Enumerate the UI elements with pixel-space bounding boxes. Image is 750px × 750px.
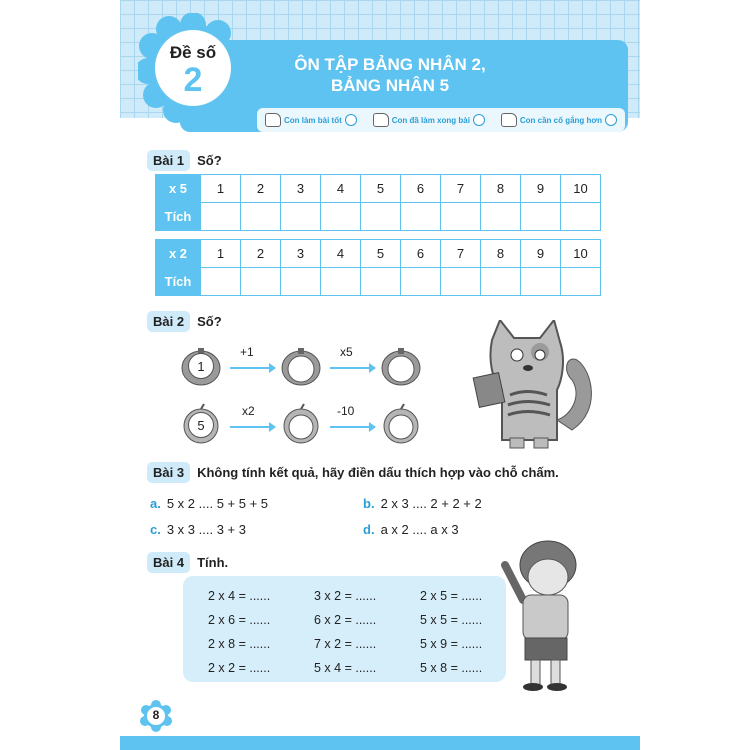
table-cell: 1	[201, 175, 241, 203]
table-cell: 9	[521, 240, 561, 268]
exercise-tag: Bài 1	[147, 150, 190, 171]
table-cell: 2	[241, 175, 281, 203]
calculation: 2 x 8 = ......	[208, 637, 271, 651]
operation-label: -10	[337, 404, 355, 418]
table-cell: 6	[401, 175, 441, 203]
table-cell: 4	[321, 240, 361, 268]
pumpkin-icon	[380, 345, 422, 387]
multiplication-table-5	[155, 174, 601, 231]
item-expression: 5 x 2 .... 5 + 5 + 5	[166, 496, 269, 511]
item-letter: d.	[363, 522, 375, 537]
answer-cell[interactable]	[521, 268, 561, 296]
chain-start-value	[180, 353, 222, 379]
page-title	[270, 54, 510, 96]
table-cell: 1	[201, 240, 241, 268]
title-line-1: ÔN TẬP BẢNG NHÂN 2,	[294, 55, 486, 74]
item-expression: 2 x 3 .... 2 + 2 + 2	[380, 496, 482, 511]
chain-start-value	[180, 412, 222, 438]
calculation: 2 x 6 = ......	[208, 613, 271, 627]
table-cell: 4	[321, 175, 361, 203]
answer-cell[interactable]	[561, 268, 601, 296]
calculation: 2 x 4 = ......	[208, 589, 271, 603]
boy-illustration-icon	[493, 535, 593, 695]
item-letter: b.	[363, 496, 375, 511]
answer-cell[interactable]	[241, 203, 281, 231]
arrow-icon	[330, 367, 370, 369]
waving-hands-icon	[373, 113, 389, 127]
table-cell: 3	[281, 175, 321, 203]
arrow-icon	[330, 426, 370, 428]
multiplication-table-2	[155, 239, 601, 296]
rating-checkbox[interactable]	[345, 114, 357, 126]
operation-label: x5	[340, 345, 353, 359]
calculation: 7 x 2 = ......	[314, 637, 377, 651]
page-number: 8	[152, 708, 160, 722]
answer-cell[interactable]	[241, 268, 281, 296]
answer-cell[interactable]	[361, 268, 401, 296]
table-cell: 3	[281, 240, 321, 268]
comparison-item	[363, 496, 482, 511]
exercise-tag: Bài 2	[147, 311, 190, 332]
page-number-badge	[140, 700, 172, 732]
table-cell: 7	[441, 240, 481, 268]
arrow-icon	[230, 426, 270, 428]
badge-number: 2	[183, 61, 203, 99]
title-line-2: BẢNG NHÂN 5	[330, 76, 450, 95]
table-head-product: Tích	[156, 203, 201, 231]
exercise-1-heading	[147, 150, 222, 171]
badge-label: Đề số	[169, 43, 217, 62]
table-cell: 5	[361, 175, 401, 203]
answer-cell[interactable]	[321, 203, 361, 231]
calculation: 2 x 2 = ......	[208, 661, 271, 675]
calculation: 5 x 5 = ......	[420, 613, 483, 627]
exercise-2-heading	[147, 311, 222, 332]
rating-try-harder	[501, 113, 617, 127]
calculation: 2 x 5 = ......	[420, 589, 483, 603]
rating-label: Con đã làm xong bài	[391, 115, 470, 125]
comparison-item	[363, 522, 459, 537]
exercise-prompt: Số?	[197, 153, 222, 168]
calculation: 3 x 2 = ......	[314, 589, 377, 603]
item-expression: a x 2 .... a x 3	[380, 522, 459, 537]
answer-cell[interactable]	[361, 203, 401, 231]
table-cell: 6	[401, 240, 441, 268]
answer-cell[interactable]	[441, 268, 481, 296]
table-cell: 5	[361, 240, 401, 268]
exercise-prompt: Tính.	[197, 555, 229, 570]
answer-cell[interactable]	[441, 203, 481, 231]
item-expression: 3 x 3 .... 3 + 3	[166, 522, 246, 537]
table-cell: 7	[441, 175, 481, 203]
answer-cell[interactable]	[321, 268, 361, 296]
item-letter: a.	[150, 496, 161, 511]
calculation: 6 x 2 = ......	[314, 613, 377, 627]
answer-cell[interactable]	[561, 203, 601, 231]
apple-icon	[380, 402, 422, 444]
rating-done	[373, 113, 485, 127]
table-cell: 8	[481, 240, 521, 268]
rating-label: Con cần cố gắng hơn	[519, 115, 602, 125]
comparison-item	[150, 496, 268, 511]
answer-cell[interactable]	[481, 203, 521, 231]
clapping-hands-icon	[265, 113, 281, 127]
table-cell: 10	[561, 175, 601, 203]
exercise-3-heading	[147, 462, 559, 483]
table-cell: 9	[521, 175, 561, 203]
table-cell: 8	[481, 175, 521, 203]
rating-label: Con làm bài tốt	[283, 115, 342, 125]
answer-cell[interactable]	[281, 268, 321, 296]
answer-cell[interactable]	[481, 268, 521, 296]
calculation: 5 x 9 = ......	[420, 637, 483, 651]
table-cell: 2	[241, 240, 281, 268]
self-rating-bar	[257, 108, 625, 132]
answer-cell[interactable]	[401, 203, 441, 231]
operation-label: +1	[240, 345, 254, 359]
comparison-item	[150, 522, 246, 537]
item-letter: c.	[150, 522, 161, 537]
rating-good	[265, 113, 357, 127]
operation-label: x2	[242, 404, 255, 418]
rating-checkbox[interactable]	[605, 114, 617, 126]
start-number: 1	[188, 353, 214, 379]
table-cell: 10	[561, 240, 601, 268]
calculation: 5 x 4 = ......	[314, 661, 377, 675]
rating-checkbox[interactable]	[473, 114, 485, 126]
exercise-tag: Bài 4	[147, 552, 190, 573]
pumpkin-icon	[280, 345, 322, 387]
exercise-prompt: Số?	[197, 314, 222, 329]
answer-cell[interactable]	[401, 268, 441, 296]
exercise-tag: Bài 3	[147, 462, 190, 483]
apple-icon	[280, 402, 322, 444]
table-head-multiplier: x 5	[156, 175, 201, 203]
start-number: 5	[188, 412, 214, 438]
answer-cell[interactable]	[201, 268, 241, 296]
exam-badge	[138, 13, 248, 123]
answer-cell[interactable]	[521, 203, 561, 231]
footer-bar	[120, 736, 640, 750]
answer-cell[interactable]	[281, 203, 321, 231]
table-head-product: Tích	[156, 268, 201, 296]
calculation: 5 x 8 = ......	[420, 661, 483, 675]
answer-cell[interactable]	[201, 203, 241, 231]
exercise-prompt: Không tính kết quả, hãy điền dấu thích hợp vào chỗ chấm.	[197, 465, 559, 480]
cat-illustration-icon	[462, 320, 602, 455]
raised-hand-icon	[501, 113, 517, 127]
exercise-4-heading	[147, 552, 228, 573]
arrow-icon	[230, 367, 270, 369]
table-head-multiplier: x 2	[156, 240, 201, 268]
